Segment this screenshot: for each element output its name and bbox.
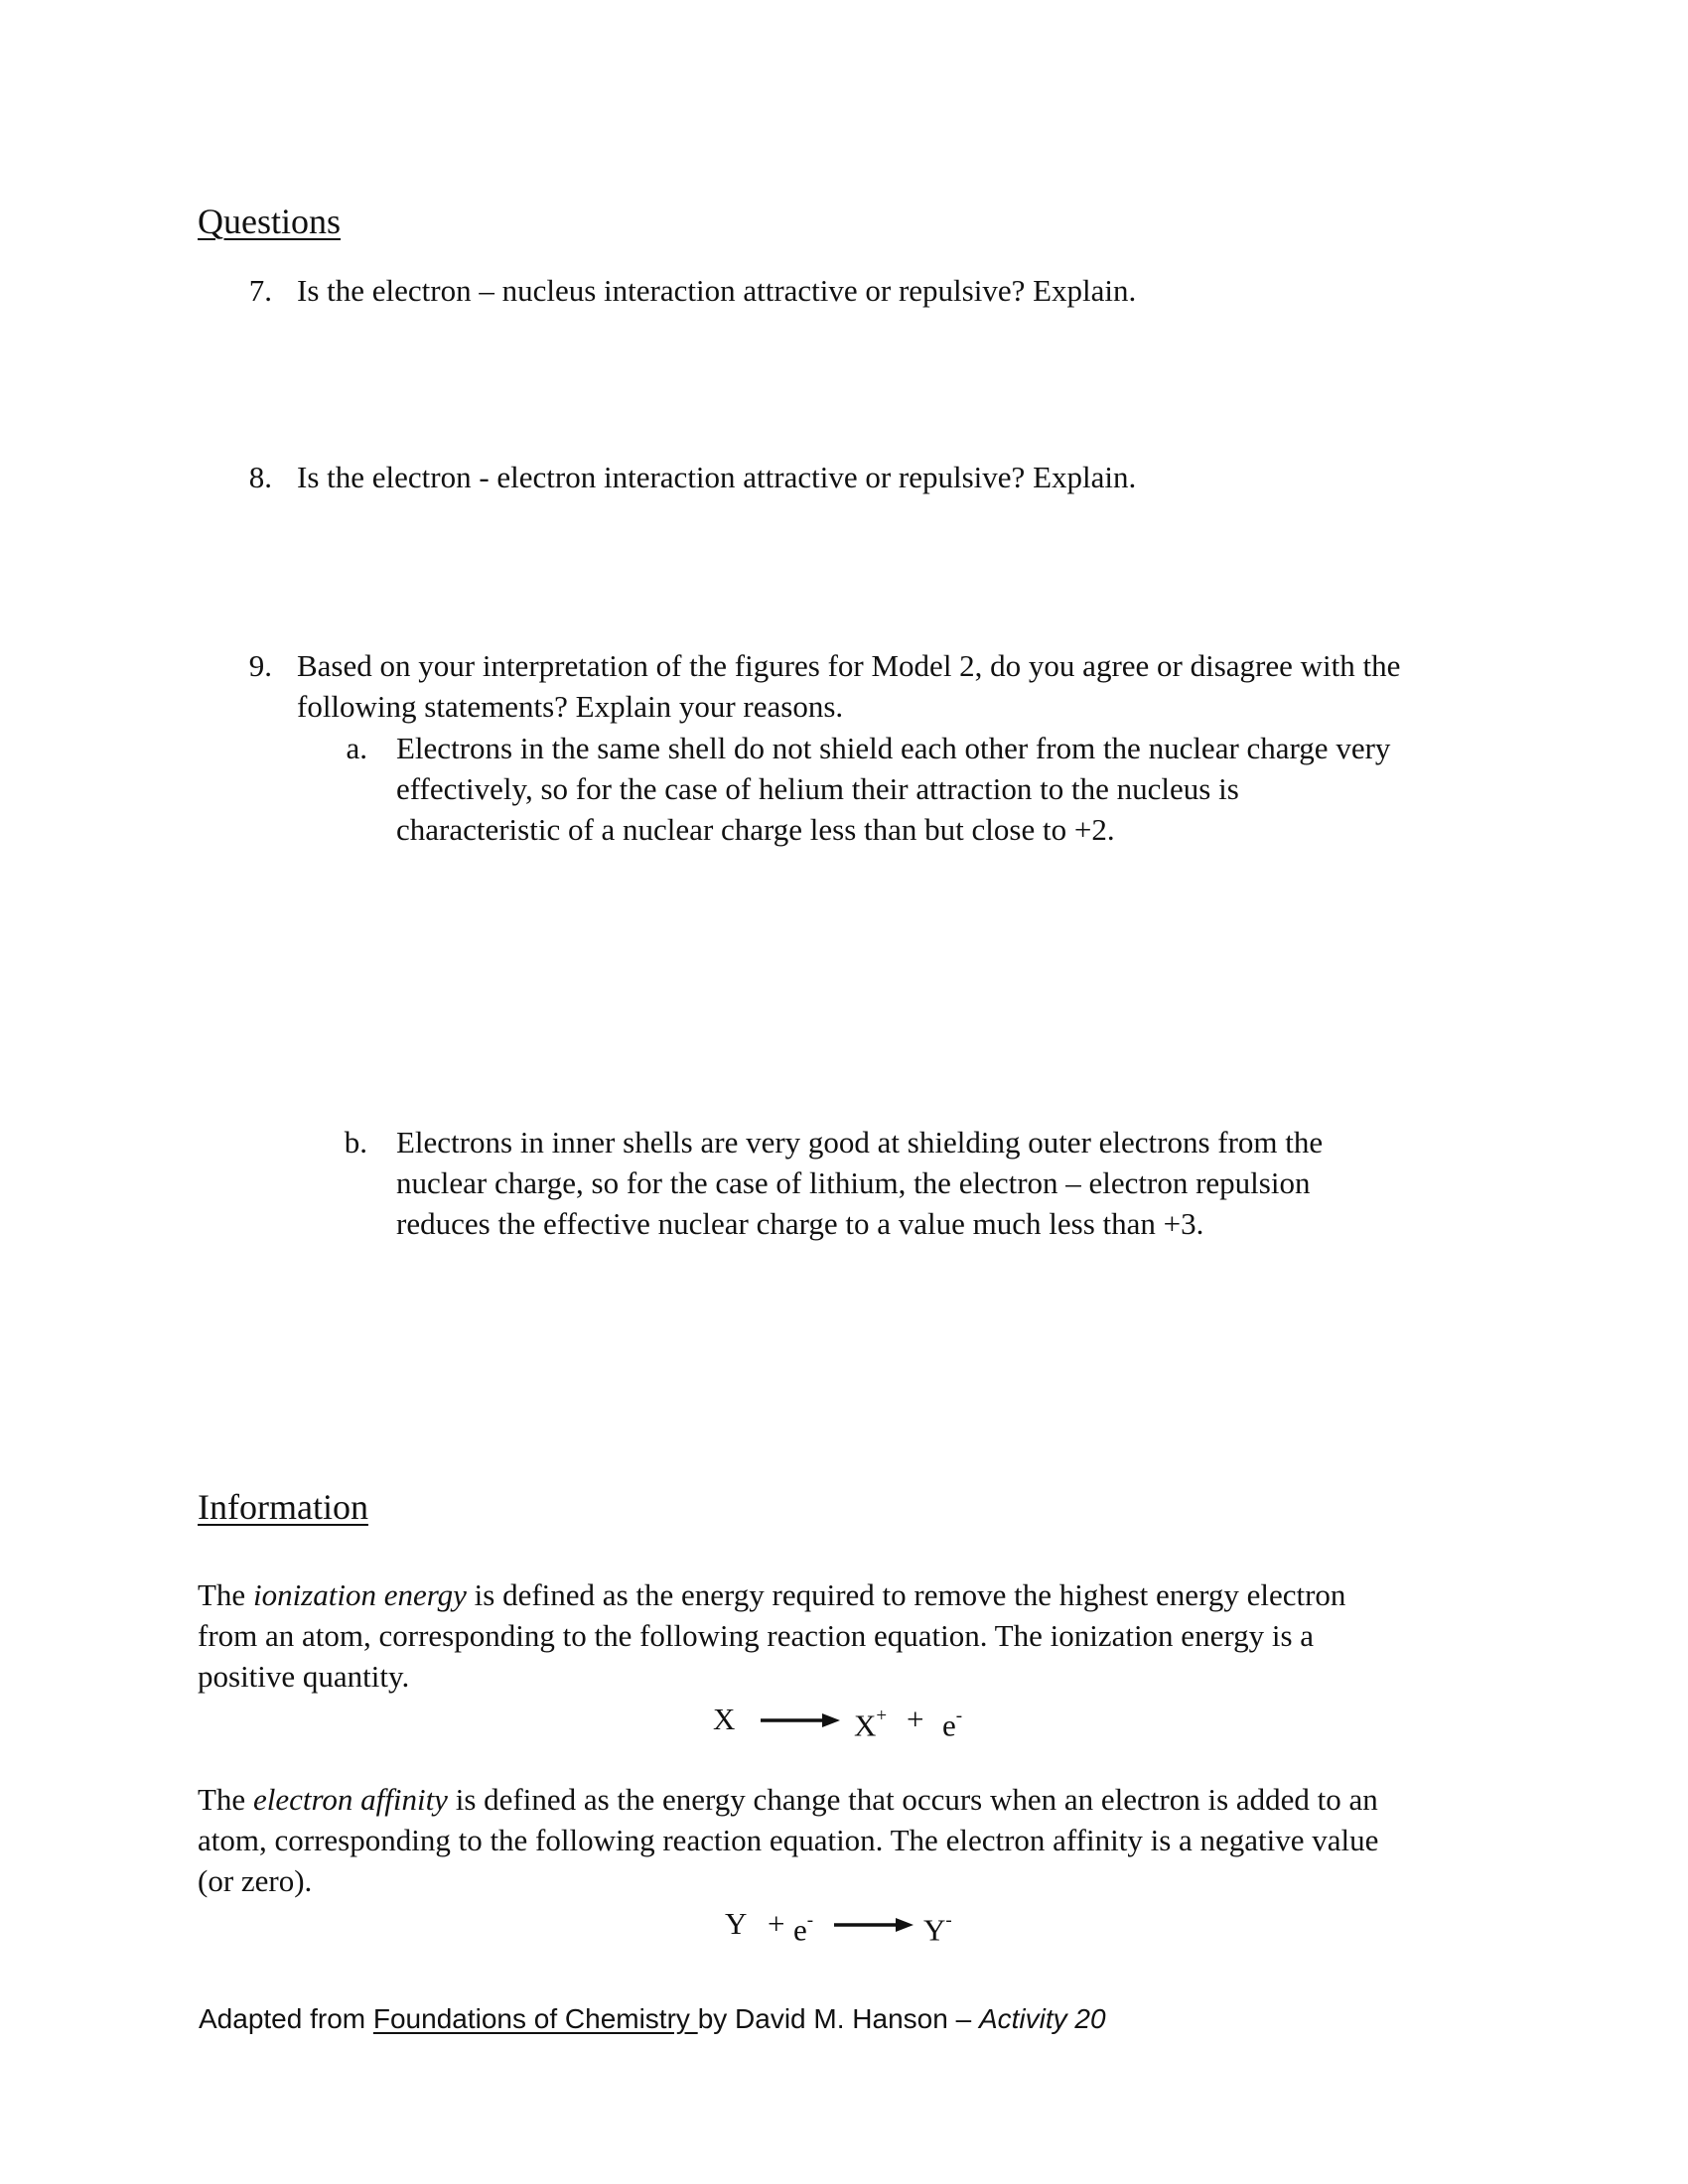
ionization-product-symbol: X bbox=[854, 1707, 877, 1743]
affinity-electron bbox=[793, 1904, 813, 1950]
question-9a-letter: a. bbox=[346, 731, 367, 765]
affinity-prefix: The bbox=[198, 1782, 253, 1817]
question-8-number: 8. bbox=[248, 460, 272, 494]
question-9-text-line-2: following statements? Explain your reasons. bbox=[297, 689, 844, 724]
question-9b-line-2: nuclear charge, so for the case of lithium, the electron – electron repulsion bbox=[396, 1165, 1311, 1200]
affinity-suffix: is defined as the energy change that occurs when an electron is added to an bbox=[447, 1782, 1378, 1817]
ionization-line-1 bbox=[198, 1574, 1345, 1615]
footer-attribution bbox=[199, 2002, 1106, 2036]
ionization-electron-charge: - bbox=[955, 1706, 963, 1726]
ionization-product bbox=[854, 1700, 887, 1745]
ionization-plus: + bbox=[907, 1702, 924, 1736]
ionization-line-2: from an atom, corresponding to the following reaction equation. The ionization energy is a bbox=[198, 1618, 1315, 1653]
affinity-electron-charge: - bbox=[806, 1910, 814, 1931]
question-9a-line-2: effectively, so for the case of helium their attraction to the nucleus is bbox=[396, 771, 1239, 806]
ionization-reaction-arrow bbox=[759, 1709, 842, 1731]
footer-author: by David M. Hanson – bbox=[697, 2003, 979, 2034]
question-9-number: 9. bbox=[248, 648, 272, 683]
ionization-electron-symbol: e bbox=[942, 1707, 956, 1743]
ionization-term: ionization energy bbox=[252, 1577, 467, 1612]
ionization-reactant: X bbox=[713, 1702, 736, 1736]
affinity-product bbox=[923, 1904, 952, 1950]
affinity-line-2: atom, corresponding to the following reaction equation. The electron affinity is a negative value bbox=[198, 1823, 1379, 1857]
affinity-product-symbol: Y bbox=[923, 1912, 946, 1948]
question-7-number: 7. bbox=[248, 273, 272, 308]
affinity-reactant: Y bbox=[725, 1906, 748, 1941]
ionization-line-3: positive quantity. bbox=[198, 1659, 410, 1694]
footer-book-title: Foundations of Chemistry bbox=[372, 2003, 698, 2034]
question-8-text: Is the electron - electron interaction attractive or repulsive? Explain. bbox=[297, 460, 1137, 494]
questions-heading: Questions bbox=[198, 202, 341, 241]
affinity-electron-symbol: e bbox=[793, 1912, 807, 1948]
affinity-term: electron affinity bbox=[252, 1782, 448, 1817]
affinity-line-3: (or zero). bbox=[198, 1863, 313, 1898]
ionization-electron bbox=[942, 1700, 962, 1745]
question-9b-line-1: Electrons in inner shells are very good at shielding outer electrons from the bbox=[396, 1125, 1324, 1160]
question-9a-line-3: characteristic of a nuclear charge less than but close to +2. bbox=[396, 812, 1115, 847]
affinity-product-charge: - bbox=[945, 1910, 952, 1931]
ionization-product-charge: + bbox=[876, 1706, 888, 1726]
footer-prefix: Adapted from bbox=[199, 2003, 373, 2034]
ionization-prefix: The bbox=[198, 1577, 253, 1612]
question-9a-line-1: Electrons in the same shell do not shield each other from the nuclear charge very bbox=[396, 731, 1391, 765]
information-heading: Information bbox=[198, 1487, 368, 1527]
ionization-suffix: is defined as the energy required to remove the highest energy electron bbox=[466, 1577, 1346, 1612]
affinity-line-1 bbox=[198, 1779, 1378, 1820]
affinity-plus: + bbox=[768, 1906, 785, 1941]
footer-activity: Activity 20 bbox=[978, 2003, 1106, 2034]
question-9b-line-3: reduces the effective nuclear charge to a value much less than +3. bbox=[396, 1206, 1204, 1241]
question-9-text-line-1: Based on your interpretation of the figures for Model 2, do you agree or disagree with the bbox=[297, 648, 1401, 683]
question-9b-letter: b. bbox=[344, 1125, 367, 1160]
question-7-text: Is the electron – nucleus interaction attractive or repulsive? Explain. bbox=[297, 273, 1137, 308]
affinity-reaction-arrow bbox=[832, 1914, 915, 1936]
